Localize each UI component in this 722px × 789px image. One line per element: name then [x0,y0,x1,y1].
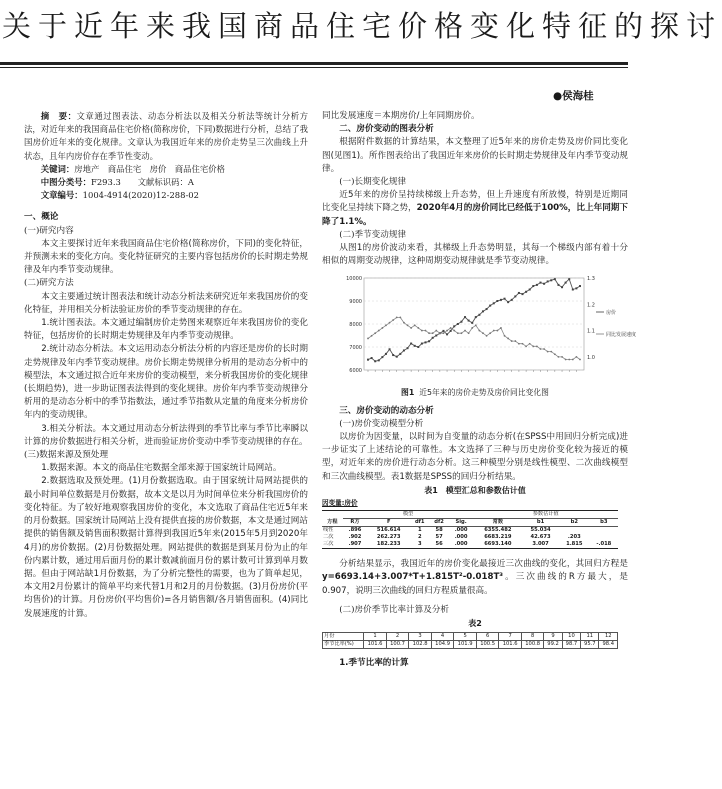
data-point-yoy [478,330,480,332]
data-point-price [457,323,459,325]
data-point-yoy [558,356,560,358]
data-point-price [471,322,473,324]
data-point-price [421,343,423,345]
y-left-tick-label: 6000 [349,368,362,375]
subsection-heading: (二)研究方法 [24,278,74,289]
y-left-tick-label: 9000 [349,299,362,306]
subsection-heading: (一)研究内容 [24,225,74,236]
table-cell: 58 [435,527,443,534]
table-group-header: 模型 [343,511,474,519]
abstract-label: 摘 要： [40,111,77,121]
subsection-heading: (一)房价变动模型分析 [339,418,424,429]
table-cell: 262.273 [376,534,401,541]
data-point-price [572,289,574,291]
data-point-yoy [493,330,495,332]
article-no-label: 文章编号： [40,190,83,201]
paragraph: 本文主要探讨近年来我国商品住宅价格(简称房价，下同)的变化特征，并预测未来的变化方向。变化特征研究的主要内容包括房价的长时期走势规律及年内季节变动规律。 [24,238,308,276]
clc-line [24,176,308,189]
table-cell: .902 [348,534,362,541]
abstract [24,110,308,163]
data-point-yoy [439,333,441,335]
data-point-price [550,280,552,282]
figure-caption [322,386,628,399]
data-point-price [536,284,538,286]
author: ●侯海桂 [553,90,594,102]
table-cell: 57 [435,534,443,541]
data-point-yoy [381,327,383,329]
data-point-price [539,282,541,284]
table1-dependent-label: 因变量:房价 [322,499,358,508]
data-point-yoy [507,338,509,340]
table-header-cell: b1 [536,519,545,526]
data-point-yoy [554,354,556,356]
data-point-yoy [453,330,455,332]
data-point-yoy [410,327,412,329]
section-heading: 三、房价变动的动态分析 [339,405,434,416]
data-point-price [493,303,495,305]
seasonal-ratio-table [322,632,618,649]
clc-label: 中图分类号： [40,177,92,188]
data-point-price [496,300,498,302]
section-heading: 一、概论 [24,212,59,223]
left-column [24,110,308,621]
table-cell: .203 [567,534,581,541]
data-point-price [414,345,416,347]
data-point-yoy [392,320,394,322]
paragraph: 以房价为因变量，以时间为自变量的动态分析(在SPSS中用回归分析完成)进一步证实了上述结论的可靠性。本文选择了三种与历史房价变化较为接近的模型，对近年来的房价进行动态分析。这三种模型分别是线性模型、二次曲线模型和三次曲线模型。表1数据是SPSS的回归分析结果。 [322,432,628,482]
data-point-yoy [500,327,502,329]
subsection-heading: (一)长期变化规律 [339,177,407,188]
header-rule [0,62,628,65]
table-cell: 二次 [323,534,334,541]
paragraph [322,558,628,598]
data-point-yoy [543,349,545,351]
data-point-price [568,279,570,281]
data-point-price [424,342,426,344]
data-point-price [428,341,430,343]
data-point-price [403,350,405,352]
subsection-heading: (三)数据来源及预处理 [24,450,109,461]
table-cell [590,527,618,535]
table-cell: 56 [435,541,443,548]
table-header-cell: df2 [434,519,444,526]
data-point-price [561,287,563,289]
table-cell: 6683.219 [484,534,512,541]
keywords [24,163,308,176]
data-point-yoy [576,356,578,358]
table-cell: 95.7 [581,641,599,649]
table-cell [590,534,618,541]
data-point-yoy [399,317,401,319]
data-point-price [507,302,509,304]
table-cell: 4 [431,633,454,641]
article-no-text: 1004-4914(2020)12-288-02 [82,190,199,201]
data-point-price [371,357,373,359]
data-point-price [385,353,387,355]
data-point-yoy [522,343,524,345]
table-cell: 98.4 [599,641,618,649]
data-point-price [579,285,581,287]
data-point-yoy [518,343,520,345]
data-point-price [374,361,376,363]
data-point-price [565,282,567,284]
data-point-yoy [371,335,373,337]
article-title: 关于近年来我国商品住宅价格变化特征的探讨 [2,9,722,43]
data-point-price [518,292,520,294]
article-no-line [24,189,308,202]
data-point-price [446,334,448,336]
table-group-header: 参数估计值 [473,511,618,519]
table-header-cell: 常数 [492,519,504,526]
data-point-price [464,317,466,319]
data-point-yoy [471,327,473,329]
data-point-yoy [407,325,409,327]
table-header-cell: df1 [414,519,425,526]
data-point-yoy [374,333,376,335]
data-point-yoy [435,330,437,332]
table-cell: 42.673 [530,534,551,541]
data-point-yoy [428,333,430,335]
abstract-text: 文章通过图表法、动态分析法以及相关分析法等统计分析方法，对近年来的我国商品住宅价格(简称房价，下同)数据进行分析，总结了我国房价近年来的变化规律。文章认为我国近年来的房价走势呈三次曲线上升状态，且年内房价存在季节性变动。 [24,111,309,161]
table1-title: 表1 模型汇总和参数估计值 [424,485,526,495]
data-point-price [543,283,545,285]
subsection-heading: (二)房价季节比率计算及分析 [339,604,450,615]
data-point-price [532,285,534,287]
data-point-price [381,357,383,359]
data-point-yoy [367,338,369,340]
data-point-price [478,314,480,316]
table-cell: 1 [364,633,387,641]
table-header-cell: b3 [600,519,608,526]
data-point-price [475,317,477,319]
table-cell: .000 [454,541,468,548]
table-row [322,527,618,535]
figure-1-chart [338,272,637,384]
table-row [323,641,618,649]
table-cell: 三次 [323,541,334,548]
table-cell: 104.9 [431,641,454,649]
y-right-tick-label: 1.0 [587,355,595,362]
table-cell: 102.8 [409,641,432,649]
figure-number: 图1 [401,388,415,398]
table-cell: 季节比率(%) [323,641,364,649]
data-point-yoy [417,327,419,329]
data-point-yoy [568,359,570,361]
price-chart-svg [338,272,637,384]
data-point-yoy [378,330,380,332]
table-header-cell: R方 [350,519,360,526]
y-left-tick-label: 7000 [349,345,362,352]
table-cell: 2 [386,633,409,641]
data-point-price [514,296,516,298]
table-cell: 8 [521,633,544,641]
data-point-yoy [432,333,434,335]
data-point-price [522,294,524,296]
table-header-cell: b2 [570,519,578,526]
table-header-cell: F [386,519,391,526]
table-cell: 100.5 [476,641,499,649]
model-summary-table [322,510,618,549]
figure-caption-text: 近5年来的房价走势及房价同比变化图 [419,388,549,398]
table-cell: 55.034 [530,527,551,534]
table-cell: 101.6 [499,641,522,649]
paragraph: 1.统计图表法。本文通过编制房价走势图来观察近年来我国房价的变化特征，包括房价的长时期走势规律及年内季节变动规律。 [24,318,308,342]
y-right-tick-label: 1.3 [587,276,595,283]
data-point-yoy [443,333,445,335]
data-point-yoy [540,349,542,351]
data-point-price [392,354,394,356]
data-point-price [407,348,409,350]
table-cell: 6355.482 [484,527,512,534]
paragraph: 1.数据来源。本文的商品住宅数据全部来源于国家统计局网站。 [41,463,282,474]
data-point-yoy [489,333,491,335]
data-point-price [547,281,549,283]
paragraph-part: 分析结果显示，我国近年的房价变化最接近三次曲线的变化，其回归方程是 [339,559,628,570]
data-point-yoy [464,330,466,332]
data-point-yoy [475,325,477,327]
table-cell: -.018 [596,541,612,548]
data-point-price [489,305,491,307]
data-point-yoy [532,346,534,348]
table-cell: 线性 [323,527,334,534]
table-cell: 101.9 [454,641,477,649]
data-point-price [432,337,434,339]
data-point-yoy [547,351,549,353]
table-header-cell: 方程 [327,519,338,526]
table-header-row [322,511,618,519]
table-cell: 5 [454,633,477,641]
paragraph: 2.数据选取及预处理。(1)月份数据选取。由于国家统计局网站提供的最小时间单位数据是月份数据，故本文是以月为时间单位来分析我国房价的变化特征。为了较好地观察我国房价的变化，本文选取了商品住宅近5年来的月份数据。国家统计局网站上没有提供直接的房价数据，本文是通过网站提供的销售额及销售面积数据计算得到我国近5年来(2015年5月到2020年4月)的房价数据。(2)月份数据处理。网站提供的数据是到某月份为止的年份内累计数，通过用后面月份的累计数减前面月份的累计数可计算到单月数据。但由于网站缺1月份数据，为了分析完整性的需要，也为了简单起见，本文用2月份累计的简单平均来代替1月和2月的月份数据。(3)月份房价(平均售价)的计算。月份房价(平均售价)=各月销售额/各月销售面积。(4)同比发展速度的计算。 [24,476,308,619]
table-cell: 100.7 [386,641,409,649]
data-point-yoy [461,333,463,335]
table-cell: 6 [476,633,499,641]
table-cell: 11 [581,633,599,641]
table-header-cell: Sig. [455,519,467,526]
data-point-yoy [457,333,459,335]
table-row [322,541,618,549]
regression-equation: y=6693.14+3.007*T+1.815T²-0.018T³ [322,572,504,583]
table-cell: 100.8 [521,641,544,649]
table-cell: 516.614 [376,527,401,534]
y-right-tick-label: 1.2 [587,302,595,309]
y-right-tick-label: 1.1 [587,329,595,336]
data-point-yoy [536,346,538,348]
table-cell [559,527,590,535]
data-point-yoy [486,335,488,337]
table-row [323,633,618,641]
data-point-yoy [550,351,552,353]
data-point-yoy [385,325,387,327]
data-point-price [500,299,502,301]
table-cell: 99.2 [544,641,562,649]
data-point-price [450,330,452,332]
data-point-price [486,308,488,310]
data-point-price [511,299,513,301]
data-point-yoy [529,343,531,345]
table-cell: 月份 [323,633,364,641]
data-point-price [468,320,470,322]
data-point-yoy [504,335,506,337]
data-point-price [525,291,527,293]
subsection-heading: (二)季节变动规律 [339,229,407,240]
header-rule-thin [0,67,628,68]
data-point-price [435,335,437,337]
data-point-price [417,346,419,348]
table-cell: 3 [409,633,432,641]
table-cell: 3.007 [532,541,549,548]
data-point-price [399,353,401,355]
data-point-price [460,321,462,323]
paragraph-emphasis: 2020年4月的房价同比已经低于100%，比上年同期下降了1.1%。 [322,203,628,227]
data-point-yoy [565,359,567,361]
table-cell: 7 [499,633,522,641]
table-cell: 12 [599,633,618,641]
data-point-price [575,288,577,290]
right-column [322,110,637,670]
keywords-label: 关键词： [40,163,75,174]
table-header-row [322,519,618,527]
data-point-price [378,360,380,362]
clc-text: F293.3 文献标识码：A [91,177,194,188]
data-point-price [396,356,398,358]
data-point-price [504,298,506,300]
data-point-yoy [389,322,391,324]
data-point-yoy [414,325,416,327]
data-point-price [529,289,531,291]
table-cell: 10 [562,633,580,641]
y-left-tick-label: 10000 [346,276,362,283]
data-point-yoy [561,356,563,358]
table-cell: 9 [544,633,562,641]
data-point-yoy [579,359,581,361]
data-point-price [389,349,391,351]
table-cell: 2 [417,534,422,541]
legend-label: 房价 [606,310,617,317]
paragraph-part: 。三次曲线的R方最大，是0.907，说明三次曲线的回归方程质量很高。 [322,572,628,596]
table-cell: 6693.140 [484,541,512,548]
table-cell: 1.815 [566,541,583,548]
data-point-price [554,279,556,281]
data-point-yoy [396,317,398,319]
paragraph: 从图1的房价波动来看，其梯级上升态势明显，其每一个梯级内部有着十分相似的周期变动规律，这种周期变动规律就是季节变动规律。 [322,243,628,267]
paragraph: 本文主要通过统计图表法和统计动态分析法来研究近年来我国房价的变化特征，并用相关分析法验证房价的季节变动规律的存在。 [24,291,308,315]
data-point-yoy [511,341,513,343]
table-cell: 182.233 [376,541,401,548]
data-point-yoy [496,330,498,332]
data-point-price [482,311,484,313]
data-point-price [453,326,455,328]
paragraph: 3.相关分析法。本文通过用动态分析法得到的季节比率与季节比率瞬以计算的房价数据进行相关分析，进而验证房价变动中季节变动规律的存在。 [24,423,308,447]
data-point-yoy [468,333,470,335]
table-cell: .896 [348,527,362,534]
data-point-price [557,284,559,286]
table-cell: 1 [417,527,422,534]
table-cell: 3 [417,541,422,548]
data-point-yoy [572,359,574,361]
paragraph [322,189,628,229]
table-row [322,534,618,541]
paragraph: 2.统计动态分析法。本文运用动态分析法分析的内容还是房价的长时期走势规律及年内季节变动规律。房价长期走势规律分析用的是动态分析中的模型法，本文通过拟合近年来房价的变动模型，来分析我国房价的变化规律(长期趋势)，进一步助证图表法得到的变化规律。房价年内季节变动规律分析用的是动态分析中的季节指数法，通过季节指数从定量的角度来分析房价年内的变动规律。 [24,344,308,421]
paragraph: 根据附件数据的计算结果，本文整理了近5年来的房价走势及房价同比变化图(见图1)。所作图表给出了我国近年来房价的长时期走势规律及年内季节变动规律。 [322,137,628,174]
paragraph: 同比发展速度＝本期房价/上年同期房价。 [322,111,480,121]
table-cell: 98.7 [562,641,580,649]
data-point-yoy [446,330,448,332]
table2-title: 表2 [468,619,482,629]
paragraph-part: 近5年来的房价呈持续梯级上升态势，但上升速度有所放慢，特别是近期同比变化呈持续下降之势， [322,190,628,214]
data-point-yoy [514,341,516,343]
data-point-price [367,359,369,361]
legend-label: 同比发展速度 [606,332,637,339]
series-line-price [368,280,580,362]
table-cell: 101.6 [364,641,387,649]
data-point-price [442,330,444,332]
keywords-text: 房地产 商品住宅 房价 商品住宅价格 [74,163,226,174]
section-heading: 1.季节比率的计算 [339,658,409,669]
table-cell: .907 [348,541,362,548]
data-point-price [410,343,412,345]
section-heading: 二、房价变动的图表分析 [339,124,434,135]
data-point-yoy [482,333,484,335]
data-point-yoy [421,330,423,332]
data-point-yoy [450,327,452,329]
table-cell: .000 [454,527,468,534]
data-point-yoy [403,322,405,324]
table-cell: .000 [454,534,468,541]
y-left-tick-label: 8000 [349,322,362,329]
data-point-yoy [425,330,427,332]
data-point-yoy [525,346,527,348]
